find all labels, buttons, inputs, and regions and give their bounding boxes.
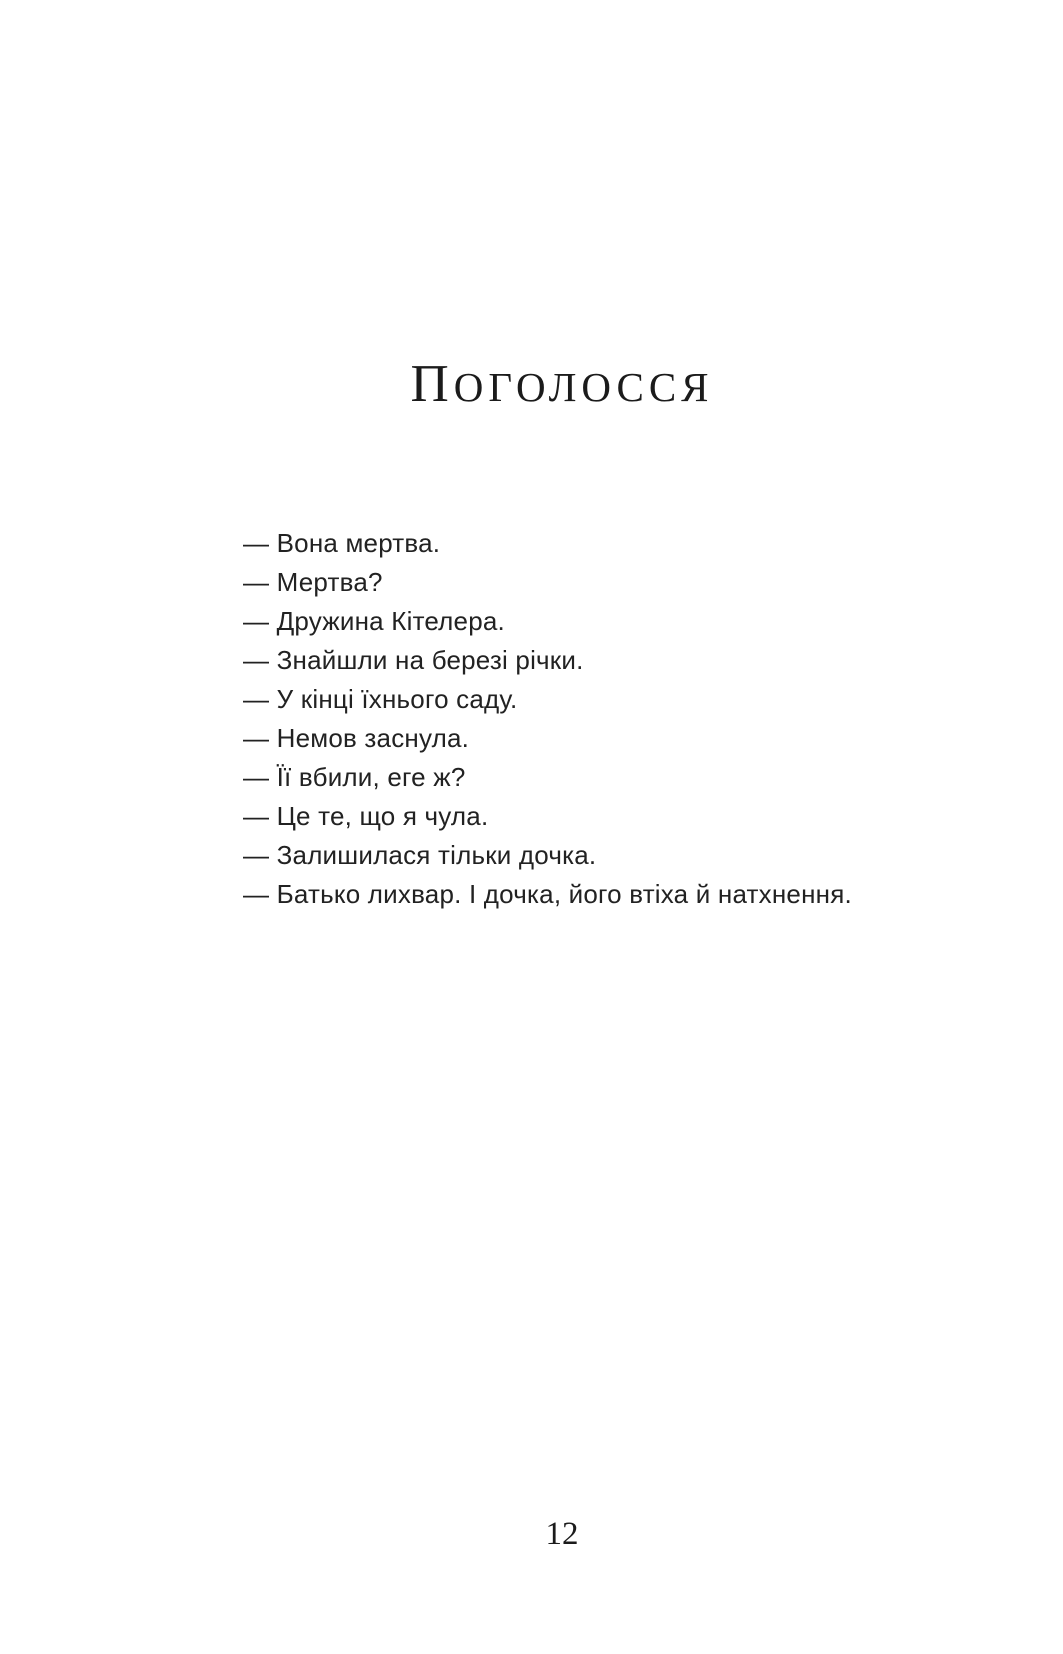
dialogue-line: — Її вбили, еге ж? [243, 762, 466, 792]
dialogue-line: — Вона мертва. [243, 528, 441, 558]
page-number: 12 [545, 1516, 579, 1552]
dialogue-line: — Немов заснула. [243, 723, 470, 753]
dialogue-line: — Батько лихвар. І дочка, його втіха й натхнення. [243, 879, 852, 909]
dialogue-line: — Знайшли на березі річки. [243, 645, 584, 675]
dialogue-line: — Це те, що я чула. [243, 801, 489, 831]
dialogue-line: — У кінці їхнього саду. [243, 684, 518, 714]
dialogue-line: — Залишилася тільки дочка. [243, 840, 597, 870]
chapter-title: ПОГОЛОССЯ [410, 355, 714, 413]
dialogue-block [243, 524, 883, 914]
dialogue-line: — Мертва? [243, 567, 383, 597]
dialogue-line: — Дружина Кітелера. [243, 606, 505, 636]
